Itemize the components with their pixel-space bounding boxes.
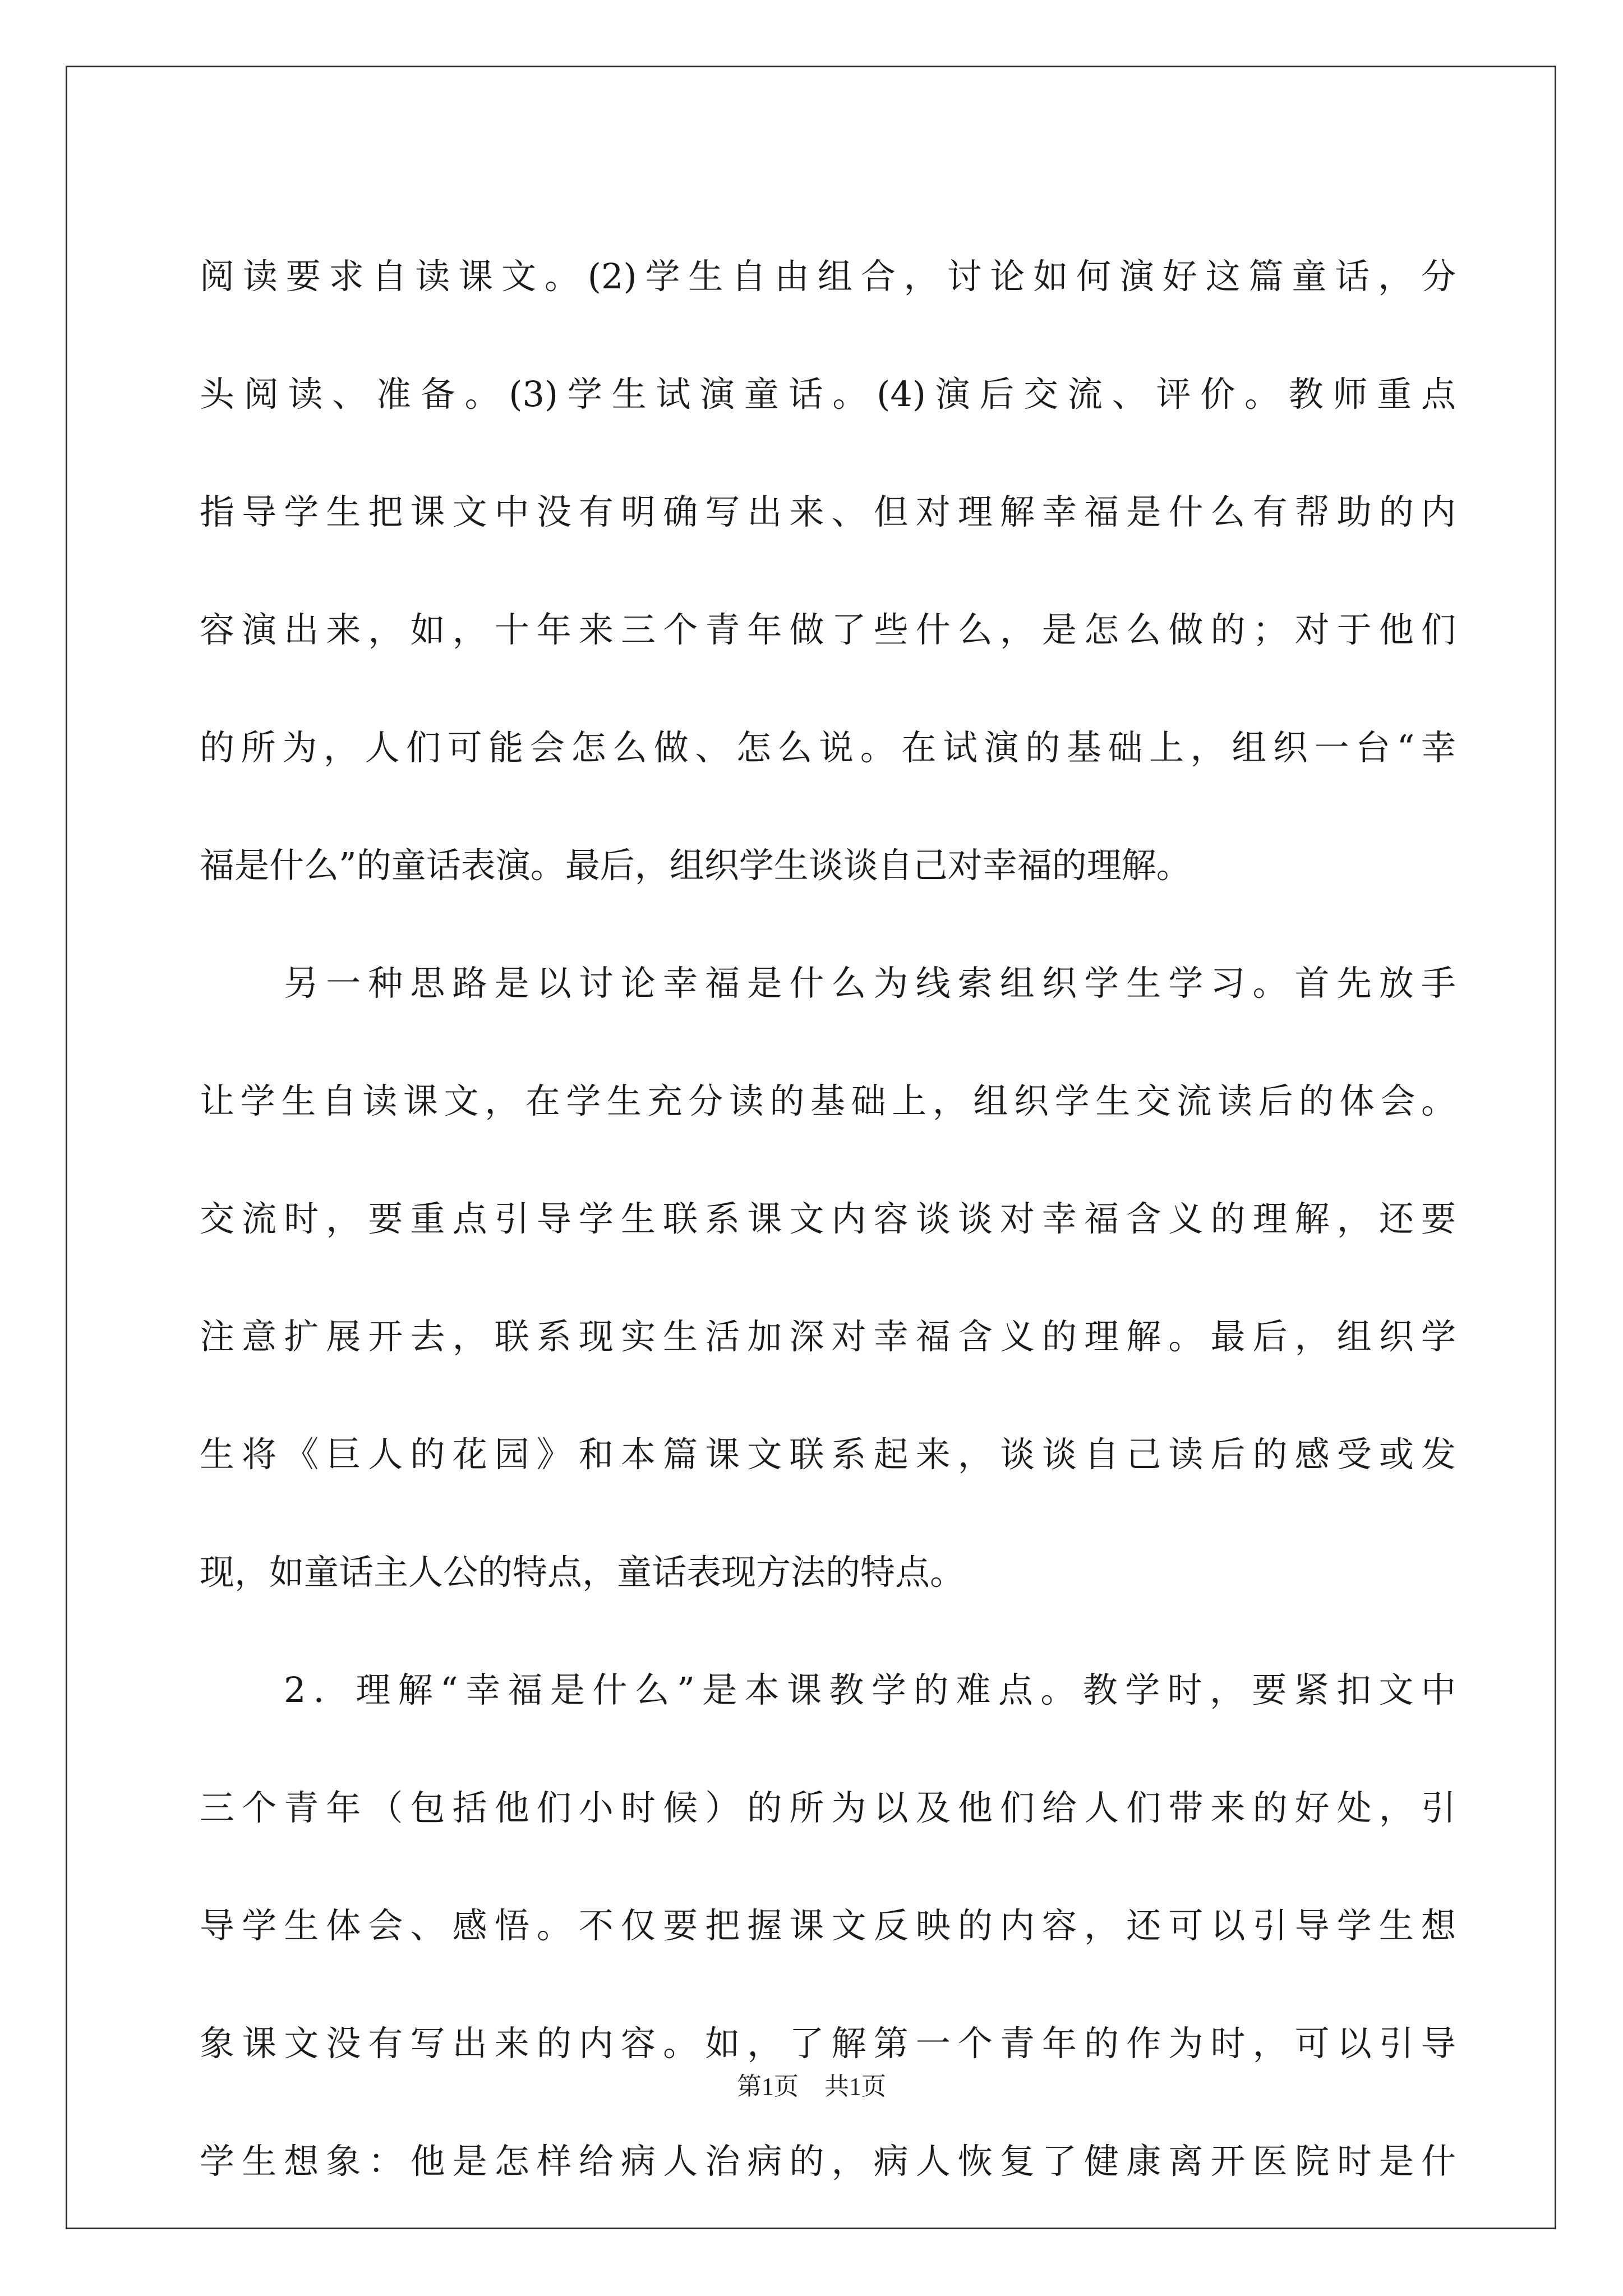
text-line: 象课文没有写出来的内容。如，了解第一个青年的作为时，可以引导 bbox=[200, 2023, 1456, 2064]
page-footer bbox=[0, 2070, 1623, 2104]
text-line: 现，如童话主人公的特点，童话表现方法的特点。 bbox=[200, 1552, 965, 1593]
text-line: 头阅读、准备。(3)学生试演童话。(4)演后交流、评价。教师重点 bbox=[200, 374, 1456, 415]
text-line: 2．理解“幸福是什么”是本课教学的难点。教学时，要紧扣文中 bbox=[284, 1669, 1456, 1710]
page-number: 第1页 bbox=[737, 2073, 799, 2100]
text-line: 注意扩展开去，联系现实生活加深对幸福含义的理解。最后，组织学 bbox=[200, 1316, 1456, 1357]
text-line: 交流时，要重点引导学生联系课文内容谈谈对幸福含义的理解，还要 bbox=[200, 1198, 1456, 1239]
text-line: 三个青年（包括他们小时候）的所为以及他们给人们带来的好处，引 bbox=[200, 1787, 1456, 1828]
text-line: 导学生体会、感悟。不仅要把握课文反映的内容，还可以引导学生想 bbox=[200, 1905, 1456, 1946]
text-line: 阅读要求自读课文。(2)学生自由组合，讨论如何演好这篇童话，分 bbox=[200, 256, 1456, 297]
text-line: 指导学生把课文中没有明确写出来、但对理解幸福是什么有帮助的内 bbox=[200, 491, 1456, 532]
text-line: 学生想象：他是怎样给病人治病的，病人恢复了健康离开医院时是什 bbox=[200, 2141, 1456, 2182]
document-body bbox=[200, 218, 1456, 2220]
text-line: 让学生自读课文，在学生充分读的基础上，组织学生交流读后的体会。 bbox=[200, 1080, 1456, 1121]
page-total: 共1页 bbox=[824, 2073, 886, 2100]
text-line: 容演出来，如，十年来三个青年做了些什么，是怎么做的；对于他们 bbox=[200, 609, 1456, 650]
text-line: 福是什么”的童话表演。最后，组织学生谈谈自己对幸福的理解。 bbox=[200, 845, 1191, 886]
text-line: 的所为，人们可能会怎么做、怎么说。在试演的基础上，组织一台“幸 bbox=[200, 727, 1456, 768]
text-line: 另一种思路是以讨论幸福是什么为线索组织学生学习。首先放手 bbox=[284, 963, 1456, 1004]
text-line: 生将《巨人的花园》和本篇课文联系起来，谈谈自己读后的感受或发 bbox=[200, 1434, 1456, 1475]
